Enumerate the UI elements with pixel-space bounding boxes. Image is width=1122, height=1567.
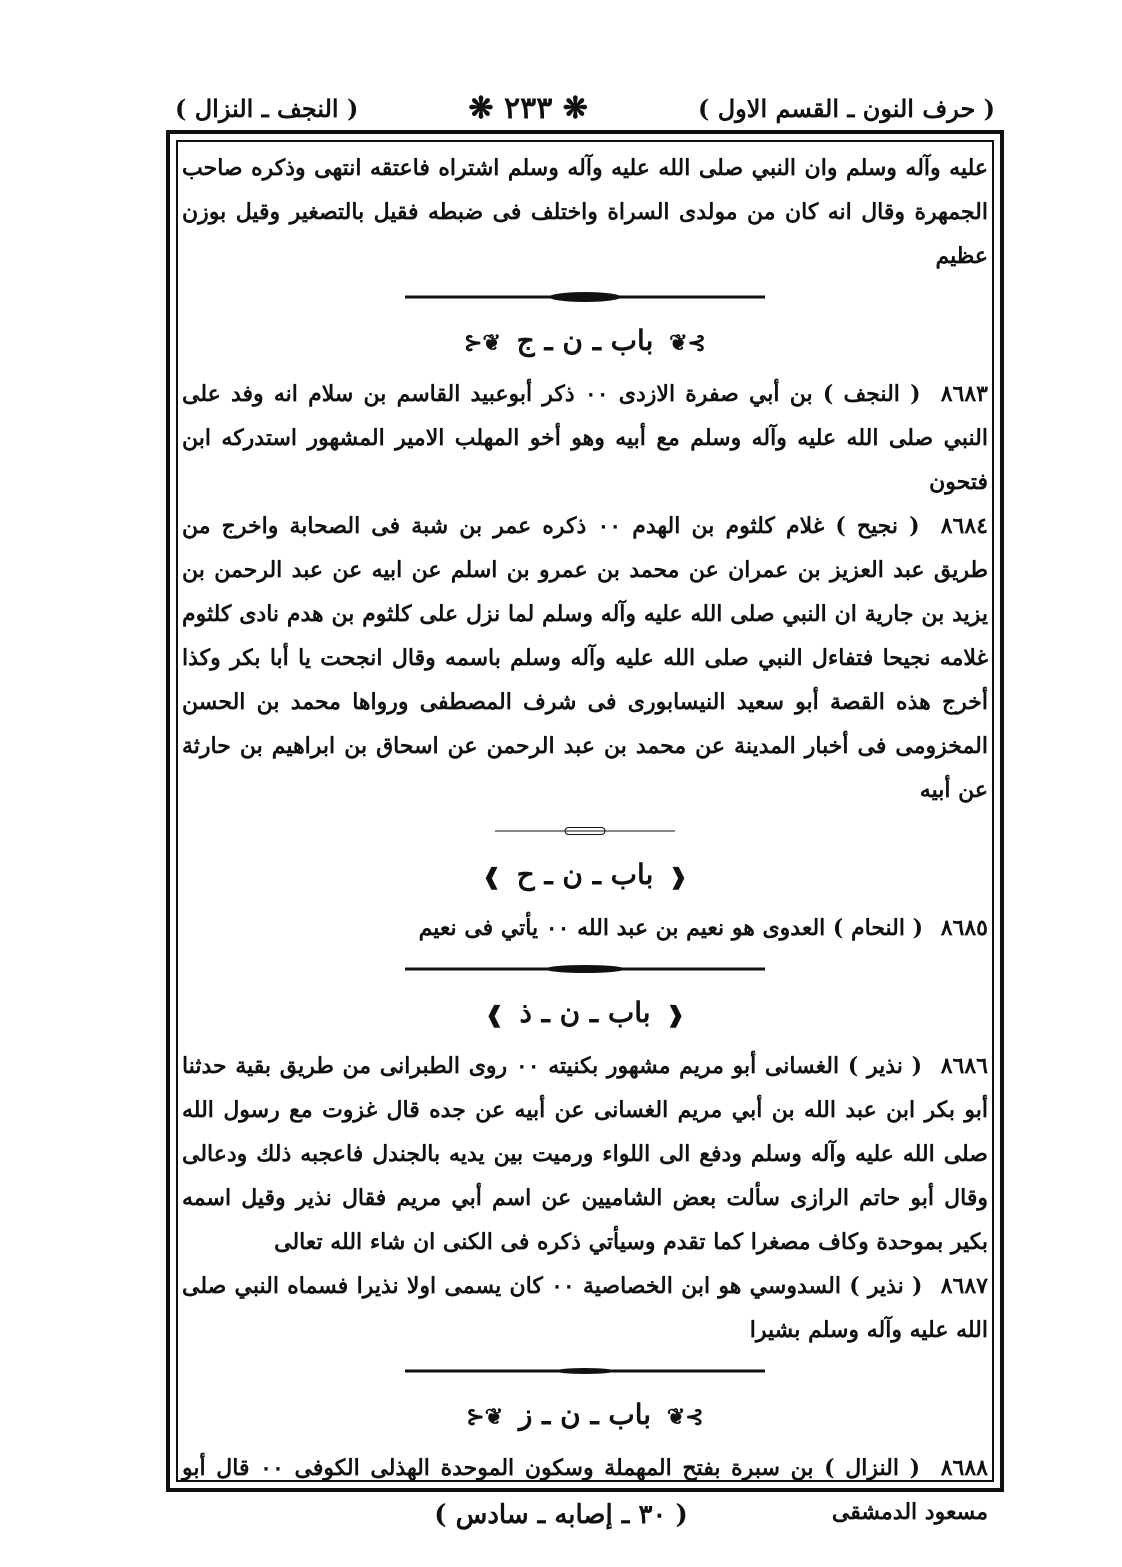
ornament-left-icon: ❦⊰	[464, 330, 501, 356]
ornamental-divider	[495, 820, 675, 842]
page-number: ❋ ٢٣٣ ❋	[468, 90, 588, 126]
page-header	[175, 86, 995, 130]
entry	[182, 372, 988, 504]
entry-number: ٨٦٨٨	[940, 1455, 988, 1481]
entry-text: ( النزال ) بن سبرة بفتح المهملة وسكون الموحدة الهذلى الكوفى ٠٠ قال أبو مسعود الدمشقى	[182, 1455, 988, 1525]
ornament-right-icon: ⊱❦	[669, 330, 706, 356]
section-title-text: باب ـ ن ـ ج	[516, 324, 654, 357]
entry-number: ٨٦٨٧	[940, 1273, 988, 1299]
entry-text: ( نجيح ) غلام كلثوم بن الهدم ٠٠ ذكره عمر بن شبة فى الصحابة واخرج من طريق عبد العزيز بن عمران عن محمد بن عمرو بن اسلم عن ابيه عن عبد الرحمن بن يزيد بن جارية ان النبي صلى الله عليه وآله وسلم لما نزل على كلثوم بن هدم نادى كلثوم غلامه نجيحا فتفاءل النبي صلى الله عليه وآله وسلم باسمه وقال انجحت يا أبا بكر وكذا أخرج هذه القصة أبو سعيد النيسابورى فى شرف المصطفى ورواها محمد بن الحسن المخزومى فى أخبار المدينة عن محمد بن عبد الرحمن عن اسحاق بن ابراهيم بن حارثة عن أبيه	[182, 513, 989, 803]
section-heading-nz	[182, 1390, 988, 1442]
section-title-text: باب ـ ن ـ ذ	[519, 996, 651, 1029]
page-footer-signature: ( ٣٠ ـ إصابه ـ سادس )	[434, 1500, 688, 1530]
entry	[182, 504, 988, 812]
header-chapter-title: ( حرف النون ـ القسم الاول )	[698, 93, 995, 123]
section-heading-nj	[182, 316, 988, 368]
section-heading-nh	[182, 850, 988, 902]
ornament-right-icon: ❰	[666, 1002, 685, 1028]
ornament-left-icon: ❱	[482, 864, 501, 890]
entry	[182, 1264, 988, 1352]
entry-number: ٨٦٨٥	[940, 915, 988, 941]
ornamental-divider	[405, 286, 765, 308]
entry-number: ٨٦٨٤	[940, 513, 988, 539]
entry-text: ( النحام ) العدوى هو نعيم بن عبد الله ٠٠ يأتي فى نعيم	[418, 915, 924, 941]
intro-paragraph: عليه وآله وسلم وان النبي صلى الله عليه وآله وسلم اشتراه فاعتقه انتهى وذكره صاحب الجمهرة وقال انه كان من مولدى السراة واختلف فى ضبطه فقيل بالتصغير وقيل بوزن عظيم	[182, 155, 988, 269]
section-title-text: باب ـ ن ـ ز	[518, 1398, 652, 1431]
entry-text: ( النجف ) بن أبي صفرة الازدى ٠٠ ذكر أبوعبيد القاسم بن سلام انه وفد على النبي صلى الله عليه وآله وسلم مع أبيه وهو أخو المهلب الامير المشهور استدركه ابن فتحون	[182, 381, 988, 495]
ornamental-divider	[405, 1360, 765, 1382]
entry-number: ٨٦٨٣	[940, 381, 988, 407]
entry	[182, 906, 988, 950]
header-entry-range: ( النجف ـ النزال )	[175, 93, 359, 123]
ornamental-divider	[405, 958, 765, 980]
ornament-left-icon: ❱	[485, 1002, 504, 1028]
entry-text: ( نذير ) السدوسي هو ابن الخصاصية ٠٠ كان يسمى اولا نذيرا فسماه النبي صلى الله عليه وآله وسلم بشيرا	[182, 1273, 988, 1343]
ornament-left-icon: ❦⊰	[466, 1404, 504, 1430]
entry-text: ( نذير ) الغسانى أبو مريم مشهور بكنيته ٠٠ روى الطبرانى من طريق بقية حدثنا أبو بكر ابن عبد الله بن أبي مريم الغسانى عن أبيه عن جده قال غزوت مع رسول الله صلى الله عليه وآله وسلم ودفع الى اللواء ورميت بين يديه بالجندل فاعجبه ذلك ودعالى وقال أبو حاتم الرازى سألت بعض الشاميين عن اسم أبي مريم فقال نذير وقيل اسمه بكير بموحدة وكاف مصغرا كما تقدم وسيأتي ذكره فى الكنى ان شاء الله تعالى	[182, 1053, 988, 1255]
ornament-right-icon: ❰	[669, 864, 688, 890]
section-title-text: باب ـ ن ـ ح	[516, 858, 654, 891]
section-heading-nd	[182, 988, 988, 1040]
entry-number: ٨٦٨٦	[940, 1053, 988, 1079]
ornament-right-icon: ⊱❦	[666, 1404, 704, 1430]
entry	[182, 1044, 988, 1264]
